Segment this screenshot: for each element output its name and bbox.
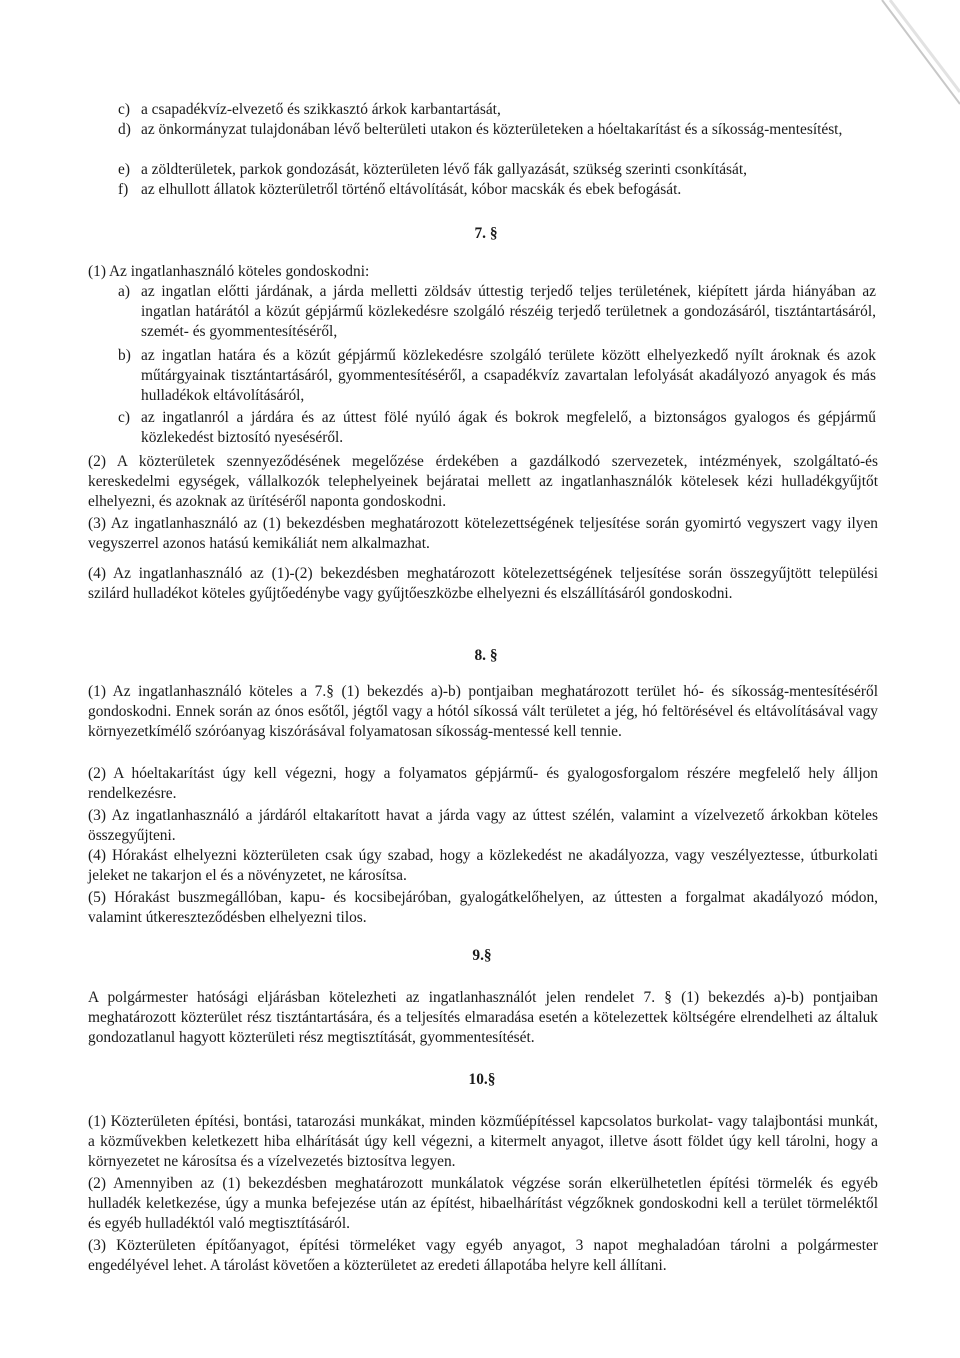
paragraph-7-1-intro: (1) Az ingatlanhasználó köteles gondoskodni: xyxy=(88,263,370,280)
list-item-7-c: az ingatlanról a járdára és az úttest fölé nyúló ágak és bokrok megfelelő, a biztonságos gyalogos és gépjármű közlekedést biztosító nyeséséről. xyxy=(141,409,876,446)
section-heading-10: 10.§ xyxy=(468,1071,496,1088)
paragraph-8-4: (4) Hórakást elhelyezni közterületen csak úgy szabad, hogy a közlekedést ne akadályozza, vagy veszélyeztesse, útburkolati jeleket ne takarjon el és a növényzetet, ne károsítsa. xyxy=(88,847,878,884)
paragraph-8-2: (2) A hóeltakarítást úgy kell végezni, hogy a folyamatos gépjármű- és gyalogosforgalom részére megfelelő hely álljon rendelkezésre. xyxy=(88,765,878,802)
list-item-e: a zöldterületek, parkok gondozását, közterületen lévő fák gallyazását, szükség szerinti csonkítását, xyxy=(141,161,747,178)
list-label: c) xyxy=(118,101,130,118)
section-heading-8: 8. § xyxy=(474,647,498,664)
list-item-7-a: az ingatlan előtti járdának, a járda melletti zöldsáv úttestig terjedő teljes területének, kiépített járda hiányában az ingatlan határától a közút gépjármű közlekedésre szolgáló részéig terjedő területnek a gondozásáról, tisztántartásáról, szemét- és gyommentesítéséről, xyxy=(141,283,876,340)
paragraph-8-1: (1) Az ingatlanhasználó köteles a 7.§ (1) bekezdés a)-b) pontjaiban meghatározott terület hó- és síkosság-mentesítéséről gondoskodni. Ennek során az ónos esőtől, jégtől vagy a hótól síkossá vált területet a jég, hó feltörésével és eltávolításával vagy környezetkímélő szóróanyag kiszórásával folyamatosan síkosság-mentessé kell tennie. xyxy=(88,683,878,740)
list-item-7-b: az ingatlan határa és a közút gépjármű közlekedésre szolgáló területe között elhelyezkedő nyílt ároknak és azok műtárgyainak tisztántartásáról, gyommentesítéséről, a csapadékvíz zavartalan lefolyását akadályozó anyagok és más hulladékok eltávolításáról, xyxy=(141,347,876,404)
paragraph-8-3: (3) Az ingatlanhasználó a járdáról eltakarított havat a járda vagy az úttest szélén, valamint a vízelvezető árkokban köteles összegyűjteni. xyxy=(88,807,878,844)
paragraph-9-1: A polgármester hatósági eljárásban kötelezheti az ingatlanhasználót jelen rendelet 7. § (1) bekezdés a)-b) pontjaiban meghatározott közterület rész tisztántartására, és a teljesítés elmaradása esetén a kötelezettek költségére elrendelheti az általuk gondozatlanul hagyott közterületi rész megtisztítását, gyommentesítését. xyxy=(88,989,878,1046)
paragraph-7-4: (4) Az ingatlanhasználó az (1)-(2) bekezdésben meghatározott kötelezettségének teljesítése során összegyűjtött települési szilárd hulladékot köteles gyűjtőedénybe vagy gyűjtőeszközbe elhelyezni és elszállításáról gondoskodni. xyxy=(88,565,878,602)
paragraph-7-3: (3) Az ingatlanhasználó az (1) bekezdésben meghatározott kötelezettségének teljesítése során gyomirtó vegyszert vagy ilyen vegyszerrel azonos hatású kemikáliát nem alkalmazhat. xyxy=(88,515,878,552)
list-label: d) xyxy=(118,121,131,138)
paragraph-10-1: (1) Közterületen építési, bontási, tatarozási munkákat, minden közműépítéssel kapcsolatos burkolat- vagy talajbontási munkát, a közművekben keletkezett hiba elhárítását úgy kell végezni, a kitermelt anyagot, illetve ásott földet úgy kell tárolni, hogy a környezetet ne károsítsa és a vízelvezetés biztosítva legyen. xyxy=(88,1113,878,1170)
list-label: f) xyxy=(118,181,129,198)
page-corner-shadow xyxy=(870,0,960,110)
section-heading-7: 7. § xyxy=(474,225,498,242)
list-item-f: az elhullott állatok közterületről történő eltávolítását, kóbor macskák és ebek befogását. xyxy=(141,181,682,198)
list-item-d: az önkormányzat tulajdonában lévő belterületi utakon és közterületeken a hóeltakarítást és a síkosság-mentesítést, xyxy=(141,121,843,138)
section-heading-9: 9.§ xyxy=(472,947,492,964)
list-label: e) xyxy=(118,161,130,178)
paragraph-10-2: (2) Amennyiben az (1) bekezdésben meghatározott munkálatok végzése során elkerülhetetlen építési törmelék és egyéb hulladék keletkezése, úgy a munka befejezése után az építést, hibaelhárítást végzőknek gondoskodni kell a terület törmeléktől és egyéb hulladéktól való megtisztításáról. xyxy=(88,1175,878,1232)
list-label: c) xyxy=(118,409,130,426)
paragraph-10-3: (3) Közterületen építőanyagot, építési törmeléket vagy egyéb anyagot, 3 napot meghaladóan tárolni a polgármester engedélyével lehet. A tárolást követően a közterületet az eredeti állapotába helyre kell állítani. xyxy=(88,1237,878,1274)
list-item-c: a csapadékvíz-elvezető és szikkasztó árkok karbantartását, xyxy=(141,101,501,118)
paragraph-8-5: (5) Hórakást buszmegállóban, kapu- és kocsibejáróban, gyalogátkelőhelyen, az úttesten a forgalmat akadályozó módon, valamint útkereszteződésben elhelyezni tilos. xyxy=(88,889,878,926)
paragraph-7-2: (2) A közterületek szennyeződésének megelőzése érdekében a gazdálkodó szervezetek, intézmények, szolgáltató-és kereskedelmi egységek, vállalkozók telephelyeinek bejáratai mellett az ingatlanhasználók kötelesek kézi hulladékgyűjtőt elhelyezni, és azoknak az ürítéséről naponta gondoskodni. xyxy=(88,453,878,510)
list-label: a) xyxy=(118,283,130,300)
list-label: b) xyxy=(118,347,131,364)
